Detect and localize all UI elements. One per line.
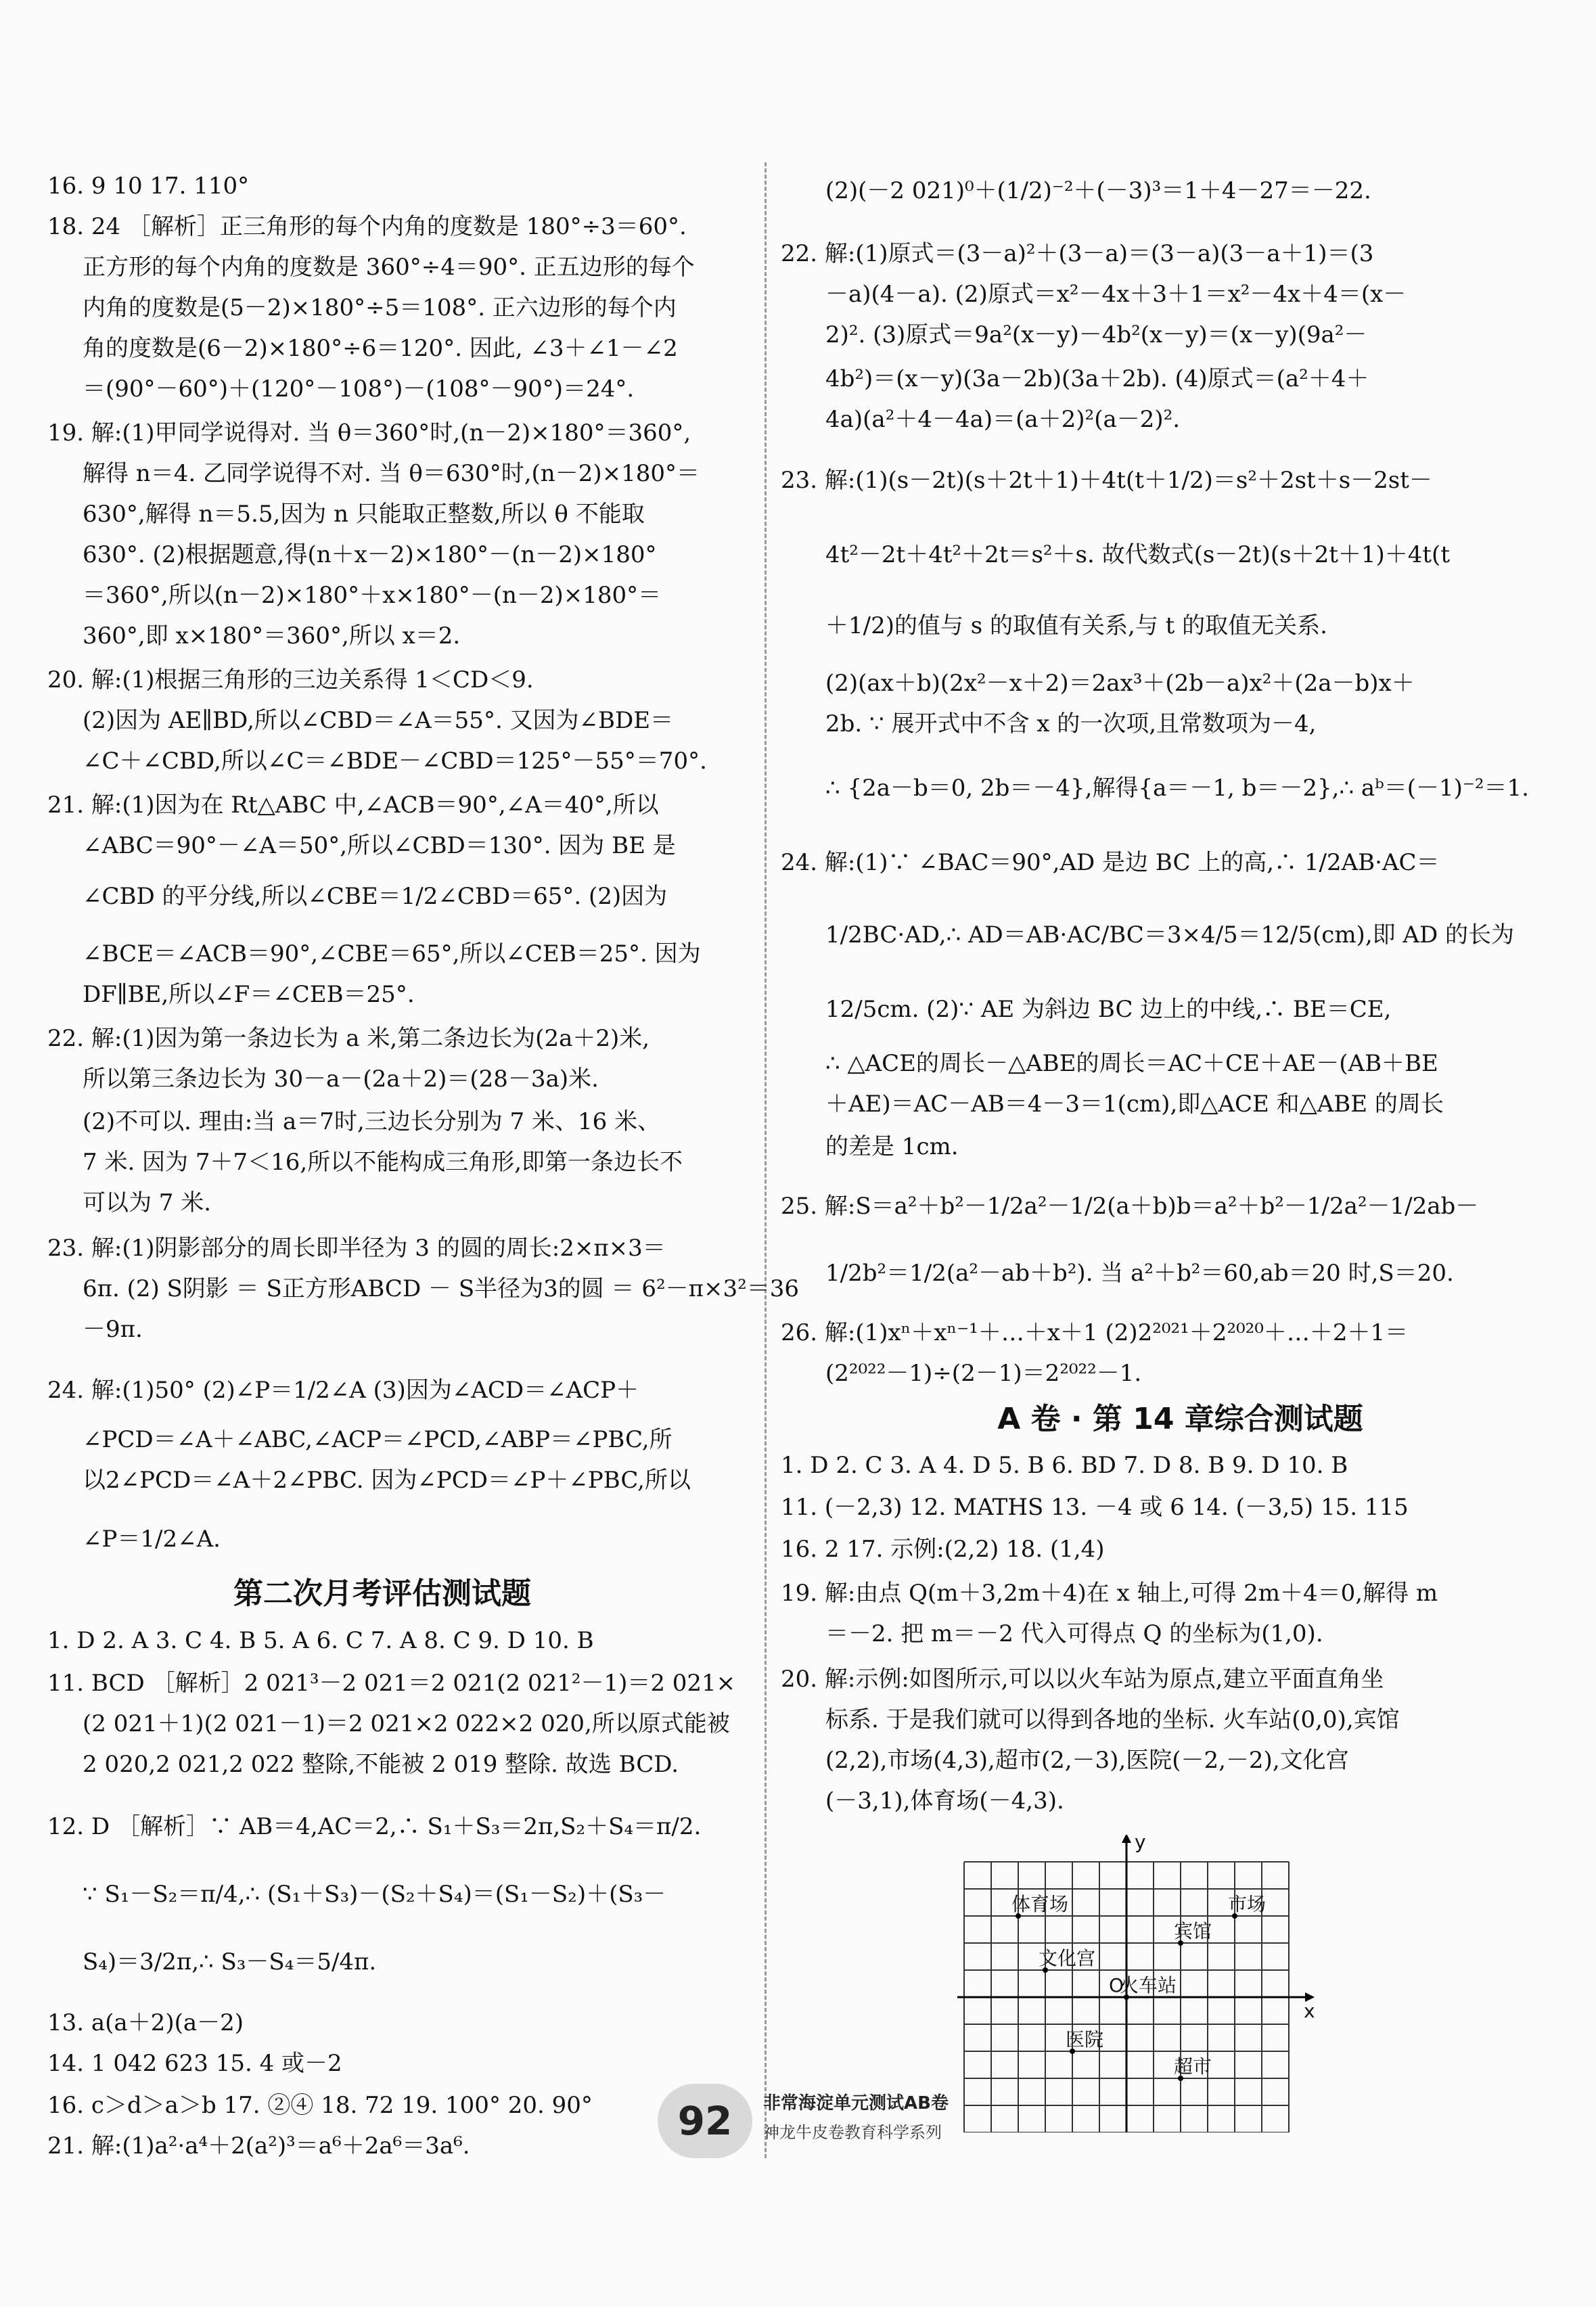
answer-line: 18. 24 ［解析］正三角形的每个内角的度数是 180°÷3＝60°. <box>47 213 687 240</box>
answer-line: 12/5cm. (2)∵ AE 为斜边 BC 边上的中线,∴ BE＝CE, <box>825 996 1392 1023</box>
location-label: 医院 <box>1066 2028 1104 2051</box>
answer-line: ＋1/2)的值与 s 的取值有关系,与 t 的取值无关系. <box>825 612 1327 639</box>
answer-line: 6π. (2) S阴影 ＝ S正方形ABCD － S半径为3的圆 ＝ 6²－π×3²＝36 <box>83 1275 799 1302</box>
answer-line: 360°,即 x×180°＝360°,所以 x＝2. <box>83 622 461 649</box>
answer-line: ＝－2. 把 m＝－2 代入可得点 Q 的坐标为(1,0). <box>825 1620 1323 1647</box>
answer-line: 4t²－2t＋4t²＋2t＝s²＋s. 故代数式(s－2t)(s＋2t＋1)＋4t(t <box>825 541 1450 568</box>
x-axis-label: x <box>1304 2000 1315 2022</box>
answer-line: ∴ △ACE的周长－△ABE的周长＝AC＋CE＋AE－(AB＋BE <box>825 1050 1438 1077</box>
answer-line: 21. 解:(1)a²·a⁴＋2(a²)³＝a⁶＋2a⁶＝3a⁶. <box>47 2132 470 2160</box>
answer-line: ∠BCE＝∠ACB＝90°,∠CBE＝65°,所以∠CEB＝25°. 因为 <box>83 940 701 967</box>
answer-line: 25. 解:S＝a²＋b²－1/2a²－1/2(a＋b)b＝a²＋b²－1/2a²－1/2ab－ <box>781 1193 1479 1220</box>
answer-line: ∠C＋∠CBD,所以∠C＝∠BDE－∠CBD＝125°－55°＝70°. <box>83 748 707 775</box>
answer-line: 4a)(a²＋4－4a)＝(a＋2)²(a－2)². <box>825 406 1181 433</box>
answer-line: 22. 解:(1)因为第一条边长为 a 米,第二条边长为(2a＋2)米, <box>47 1025 650 1052</box>
location-label: 文化宫 <box>1039 1947 1096 1969</box>
answer-line: (2)因为 AE∥BD,所以∠CBD＝∠A＝55°. 又因为∠BDE＝ <box>83 707 674 734</box>
answer-line: ∠P＝1/2∠A. <box>83 1526 221 1553</box>
answer-line: 13. a(a＋2)(a－2) <box>47 2009 244 2036</box>
answer-line: 14. 1 042 623 15. 4 或－2 <box>47 2050 342 2077</box>
answer-line: ∴ {2a－b＝0, 2b＝－4},解得{a＝－1, b＝－2},∴ aᵇ＝(－1)⁻²＝1. <box>825 775 1529 802</box>
answer-line: 16. 9 10 17. 110° <box>47 173 250 200</box>
answer-line: 可以为 7 米. <box>83 1189 212 1216</box>
answer-line: 2b. ∵ 展开式中不含 x 的一次项,且常数项为－4, <box>825 710 1317 737</box>
answer-line: 11. BCD ［解析］2 021³－2 021＝2 021(2 021²－1)＝2 021× <box>47 1670 736 1697</box>
answer-line: 20. 解:(1)根据三角形的三边关系得 1＜CD＜9. <box>47 666 534 693</box>
answer-line: 1/2b²＝1/2(a²－ab＋b²). 当 a²＋b²＝60,ab＝20 时,S＝20. <box>825 1260 1454 1287</box>
answer-line: ∠PCD＝∠A＋∠ABC,∠ACP＝∠PCD,∠ABP＝∠PBC,所 <box>83 1426 672 1453</box>
answer-line: 21. 解:(1)因为在 Rt△ABC 中,∠ACB＝90°,∠A＝40°,所以 <box>47 792 659 819</box>
column-divider <box>765 162 767 2158</box>
answer-line: 正方形的每个内角的度数是 360°÷4＝90°. 正五边形的每个 <box>83 254 695 281</box>
answer-line: 24. 解:(1)∵ ∠BAC＝90°,AD 是边 BC 上的高,∴ 1/2AB·AC＝ <box>781 849 1440 876</box>
answer-line: 7 米. 因为 7＋7＜16,所以不能构成三角形,即第一条边长不 <box>83 1149 683 1176</box>
answer-line: 19. 解:(1)甲同学说得对. 当 θ＝360°时,(n－2)×180°＝360°, <box>47 419 691 447</box>
location-label: 宾馆 <box>1174 1920 1212 1942</box>
answer-line: －a)(4－a). (2)原式＝x²－4x＋3＋1＝x²－4x＋4＝(x－ <box>825 281 1407 308</box>
answer-line: 630°,解得 n＝5.5,因为 n 只能取正整数,所以 θ 不能取 <box>83 501 645 528</box>
answer-line: ∠CBD 的平分线,所以∠CBE＝1/2∠CBD＝65°. (2)因为 <box>83 883 668 910</box>
answer-line: S₄)＝3/2π,∴ S₃－S₄＝5/4π. <box>83 1948 377 1975</box>
answer-line: (－3,1),体育场(－4,3). <box>825 1787 1064 1814</box>
answer-line: 20. 解:示例:如图所示,可以以火车站为原点,建立平面直角坐 <box>781 1666 1384 1693</box>
answer-line: 16. c＞d＞a＞b 17. ②④ 18. 72 19. 100° 20. 90° <box>47 2092 593 2119</box>
answer-line: 所以第三条边长为 30－a－(2a＋2)＝(28－3a)米. <box>83 1066 599 1093</box>
brand-title: 非常海淀单元测试AB卷 <box>763 2093 949 2114</box>
answer-line: 22. 解:(1)原式＝(3－a)²＋(3－a)＝(3－a)(3－a＋1)＝(3 <box>781 240 1374 267</box>
answer-line: 角的度数是(6－2)×180°÷6＝120°. 因此, ∠3＋∠1－∠2 <box>83 335 678 362</box>
location-label: 超市 <box>1174 2055 1212 2078</box>
answer-line: 24. 解:(1)50° (2)∠P＝1/2∠A (3)因为∠ACD＝∠ACP＋ <box>47 1377 639 1404</box>
answer-line: 23. 解:(1)阴影部分的周长即半径为 3 的圆的周长:2×π×3＝ <box>47 1235 666 1262</box>
location-label: 市场 <box>1228 1893 1267 1915</box>
answer-line: 1/2BC·AD,∴ AD＝AB·AC/BC＝3×4/5＝12/5(cm),即 AD 的长为 <box>825 921 1515 949</box>
answer-line: 16. 2 17. 示例:(2,2) 18. (1,4) <box>781 1536 1105 1563</box>
answer-line: 解得 n＝4. 乙同学说得不对. 当 θ＝630°时,(n－2)×180°＝ <box>83 460 700 487</box>
answer-line: ＝360°,所以(n－2)×180°＋x×180°－(n－2)×180°＝ <box>83 582 662 609</box>
page-number: 92 <box>658 2084 752 2158</box>
answer-line: DF∥BE,所以∠F＝∠CEB＝25°. <box>83 981 415 1008</box>
answer-line: ＝(90°－60°)＋(120°－108°)－(108°－90°)＝24°. <box>83 375 635 403</box>
answer-line: ∠ABC＝90°－∠A＝50°,所以∠CBD＝130°. 因为 BE 是 <box>83 832 676 859</box>
brand-subtitle: 神龙牛皮卷教育科学系列 <box>763 2123 942 2142</box>
answer-line: 以2∠PCD＝∠A＋2∠PBC. 因为∠PCD＝∠P＋∠PBC,所以 <box>83 1467 691 1494</box>
answer-line: 12. D ［解析］∵ AB＝4,AC＝2,∴ S₁＋S₃＝2π,S₂＋S₄＝π/2. <box>47 1813 702 1840</box>
answer-line: ＋AE)＝AC－AB＝4－3＝1(cm),即△ACE 和△ABE 的周长 <box>825 1091 1444 1118</box>
answer-line: 内角的度数是(5－2)×180°÷5＝108°. 正六边形的每个内 <box>83 294 677 321</box>
location-label: 火车站 <box>1120 1974 1177 1996</box>
answer-line: －9π. <box>83 1316 143 1343</box>
answer-line: 11. (－2,3) 12. MATHS 13. －4 或 6 14. (－3,5) 15. 115 <box>781 1494 1409 1521</box>
answer-line: (2)(－2 021)⁰＋(1/2)⁻²＋(－3)³＝1＋4－27＝－22. <box>825 177 1371 204</box>
answer-line: (2)不可以. 理由:当 a＝7时,三边长分别为 7 米、16 米、 <box>83 1108 661 1135</box>
answer-line: 1. D 2. C 3. A 4. D 5. B 6. BD 7. D 8. B 9. D 10. B <box>781 1452 1348 1479</box>
y-axis-label: y <box>1135 1835 1146 1853</box>
answer-line: 23. 解:(1)(s－2t)(s＋2t＋1)＋4t(t＋1/2)＝s²＋2st＋s－2st－ <box>781 467 1432 494</box>
answer-line: (2)(ax＋b)(2x²－x＋2)＝2ax³＋(2b－a)x²＋(2a－b)x＋ <box>825 670 1415 697</box>
grid-points <box>1011 1893 1266 2081</box>
answer-line: 1. D 2. A 3. C 4. B 5. A 6. C 7. A 8. C 9. D 10. B <box>47 1627 594 1654</box>
answer-line: (2 021＋1)(2 021－1)＝2 021×2 022×2 020,所以原式能被 <box>83 1710 730 1737</box>
answer-line: (2²⁰²²－1)÷(2－1)＝2²⁰²²－1. <box>825 1360 1142 1387</box>
y-axis-arrow <box>1122 1835 1131 1843</box>
answer-line: ∵ S₁－S₂＝π/4,∴ (S₁＋S₃)－(S₂＋S₄)＝(S₁－S₂)＋(S₃－ <box>83 1881 666 1908</box>
answer-line: 4b²)＝(x－y)(3a－2b)(3a＋2b). (4)原式＝(a²＋4＋ <box>825 365 1369 392</box>
location-label: 体育场 <box>1011 1893 1069 1915</box>
answer-line: 2 020,2 021,2 022 整除,不能被 2 019 整除. 故选 BCD. <box>83 1751 679 1778</box>
page-footer <box>0 2084 1596 2185</box>
section-title-second-monthly: 第二次月考评估测试题 <box>233 1576 531 1611</box>
answer-line: 630°. (2)根据题意,得(n＋x－2)×180°－(n－2)×180° <box>83 541 657 568</box>
answer-line: (2,2),市场(4,3),超市(2,－3),医院(－2,－2),文化宫 <box>825 1747 1349 1774</box>
answer-line: 2)². (3)原式＝9a²(x－y)－4b²(x－y)＝(x－y)(9a²－ <box>825 321 1367 348</box>
section-title-chapter14: A 卷 · 第 14 章综合测试题 <box>997 1402 1363 1436</box>
answer-line: 的差是 1cm. <box>825 1133 959 1160</box>
answer-line: 标系. 于是我们就可以得到各地的坐标. 火车站(0,0),宾馆 <box>825 1706 1400 1733</box>
answer-line: 26. 解:(1)xⁿ＋xⁿ⁻¹＋…＋x＋1 (2)2²⁰²¹＋2²⁰²⁰＋…＋2＋1＝ <box>781 1319 1409 1346</box>
answer-line: 19. 解:由点 Q(m＋3,2m＋4)在 x 轴上,可得 2m＋4＝0,解得 m <box>781 1580 1438 1607</box>
origin-label: O <box>1109 1974 1124 1996</box>
